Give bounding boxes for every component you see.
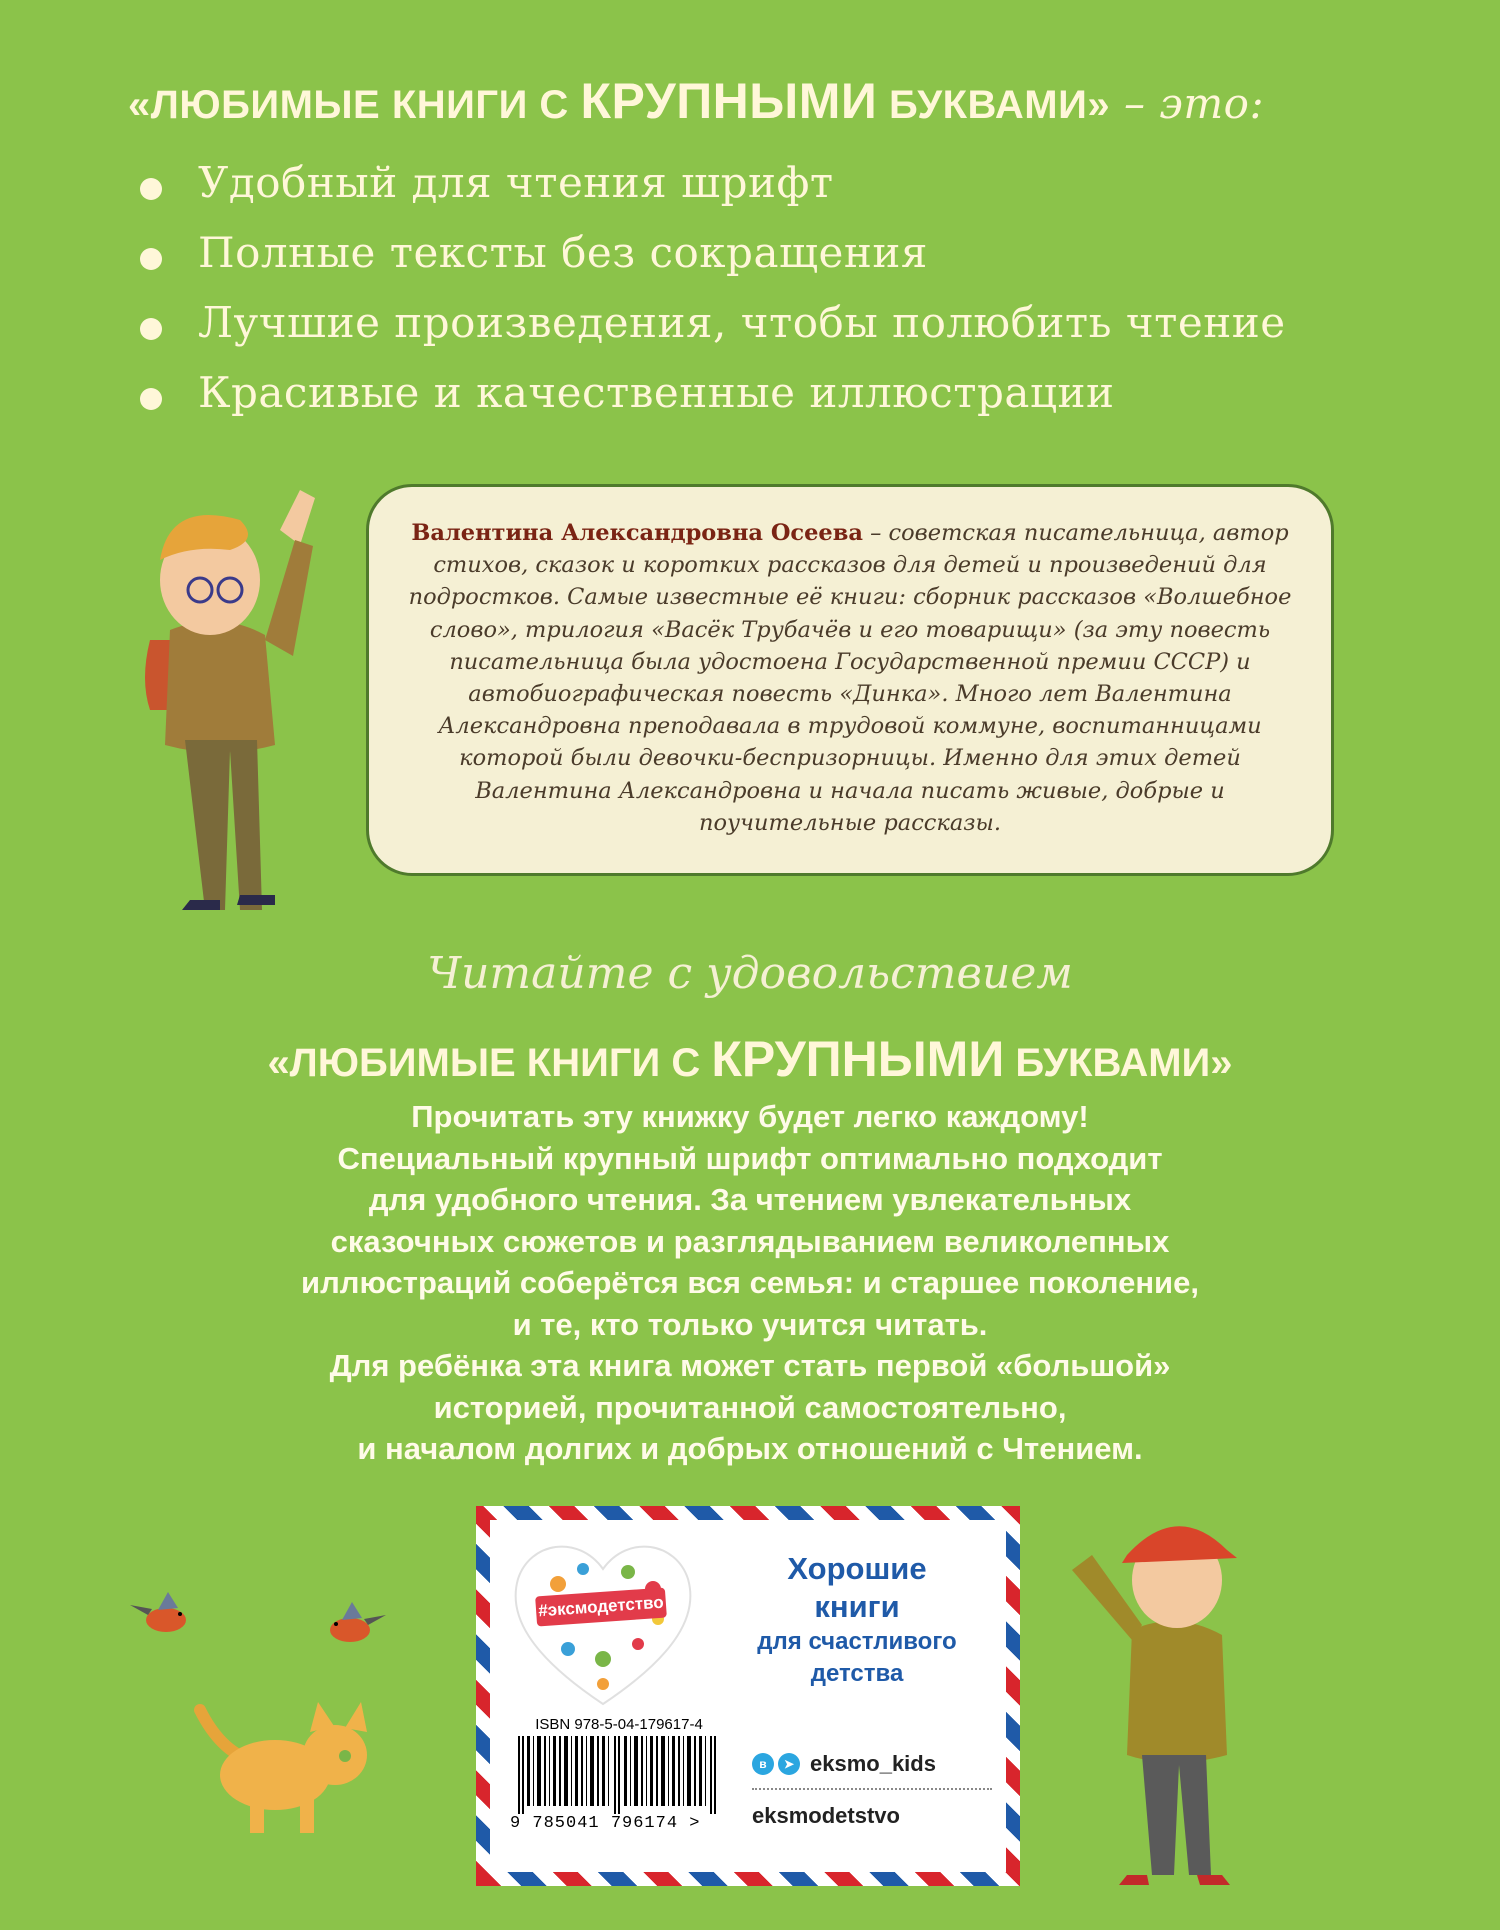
social-handle-detstvo: eksmodetstvo bbox=[752, 1803, 900, 1828]
feature-item: Удобный для чтения шрифт bbox=[140, 148, 1286, 218]
biography-text: – советская писательница, автор стихов, сказок и коротких рассказов для детей и произведений для подростков. Самые известные её книги: сборник рассказов «Волшебное слово», трилогия «Васёк Трубачёв и его товарищи» (за эту повесть писательница была удостоена Государственной премии СССР) и автобиографическая повесть «Динка». Много лет Валентина Александровна преподавала в трудовой коммуне, воспитанницами которой были девочки-беспризорницы. Именно для этих детей Валентина Александровна и начала писать живые, добрые и поучительные рассказы. bbox=[408, 520, 1292, 836]
boy-with-backpack-illustration bbox=[130, 490, 330, 910]
barcode-icon bbox=[510, 1736, 728, 1814]
vk-icon: в bbox=[752, 1753, 774, 1775]
bullet-dot bbox=[140, 248, 162, 270]
isbn-text: ISBN 978-5-04-179617-4 bbox=[535, 1716, 703, 1733]
kitten-illustration bbox=[190, 1690, 390, 1840]
feature-item: Лучшие произведения, чтобы полюбить чтение bbox=[140, 288, 1286, 358]
series-title: «ЛЮБИМЫЕ КНИГИ С КРУПНЫМИ БУКВАМИ» bbox=[267, 1031, 1233, 1087]
bullet-dot bbox=[140, 178, 162, 200]
bullet-dot bbox=[140, 388, 162, 410]
feature-item: Полные тексты без сокращения bbox=[140, 218, 1286, 288]
hashtag-label: #эксмодетство bbox=[535, 1588, 667, 1627]
barcode-area bbox=[510, 1716, 728, 1836]
bird-illustration bbox=[128, 1590, 198, 1640]
series-tagline: «ЛЮБИМЫЕ КНИГИ С КРУПНЫМИ БУКВАМИ» – это: bbox=[128, 73, 1265, 129]
author-biography-box bbox=[366, 484, 1334, 876]
author-name: Валентина Александровна Осеева bbox=[411, 520, 863, 546]
feature-item: Красивые и качественные иллюстрации bbox=[140, 358, 1286, 428]
divider bbox=[752, 1788, 992, 1790]
read-with-pleasure-heading: Читайте с удовольствием bbox=[427, 948, 1073, 999]
bird-illustration bbox=[318, 1600, 388, 1650]
features-list bbox=[140, 148, 1286, 428]
barcode-digits: 9 785041 796174 > bbox=[510, 1814, 701, 1833]
boy-in-cap-illustration bbox=[1072, 1510, 1282, 1890]
social-handle-kids: eksmo_kids bbox=[810, 1751, 936, 1776]
publisher-slogan: Хорошие книги для счастливого детства bbox=[757, 1551, 957, 1687]
social-links bbox=[752, 1746, 992, 1834]
telegram-icon: ➤ bbox=[778, 1753, 800, 1775]
bullet-dot bbox=[140, 318, 162, 340]
promo-paragraph: Прочитать эту книжку будет легко каждому! Специальный крупный шрифт оптимально подходит для удобного чтения. За чтением увлекательных сказочных сюжетов и разглядыванием великолепных иллюстраций соберётся вся семья: и старшее поколение, и те, кто только учится читать. Для ребёнка эта книга может стать первой «большой» историей, прочитанной самостоятельно, и началом долгих и добрых отношений с Чтением. bbox=[301, 1099, 1199, 1466]
publisher-sticker bbox=[476, 1506, 1020, 1886]
